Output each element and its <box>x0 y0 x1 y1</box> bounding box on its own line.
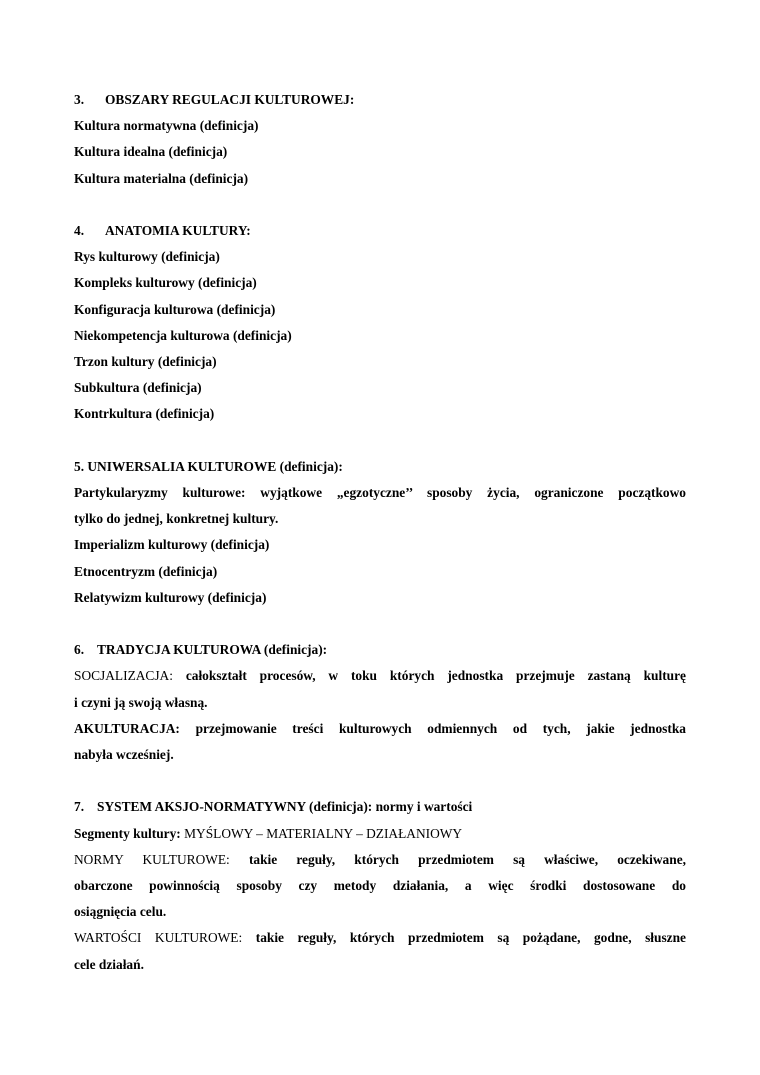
list-item: Relatywizm kulturowy (definicja) <box>74 589 267 605</box>
akulturacja-line-2: nabyła wcześniej. <box>74 747 174 763</box>
section-7-heading: 7. SYSTEM AKSJO-NORMATYWNY (definicja): normy i wartości <box>74 799 473 815</box>
document-body <box>74 87 686 978</box>
wartosci-line-1: WARTOŚCI KULTUROWE: takie reguły, których przedmiotem są pożądane, godne, słuszne <box>74 930 686 946</box>
list-item: Konfiguracja kulturowa (definicja) <box>74 301 276 317</box>
list-item: Etnocentryzm (definicja) <box>74 563 218 579</box>
partykularyzmy-line-1: Partykularyzmy kulturowe: wyjątkowe „egzotyczne’’ sposoby życia, ograniczone początkowo <box>74 485 686 501</box>
section-4-heading: 4. ANATOMIA KULTURY: <box>74 223 251 238</box>
list-item: Kultura materialna (definicja) <box>74 170 249 186</box>
list-item: Kontrkultura (definicja) <box>74 406 215 422</box>
partykularyzmy-line-2: tylko do jednej, konkretnej kultury. <box>74 511 279 527</box>
wartosci-line-2: cele działań. <box>74 956 144 972</box>
socjalizacja-line-1: SOCJALIZACJA: całokształt procesów, w toku których jednostka przejmuje zastaną kulturę <box>74 668 686 684</box>
list-item: Kompleks kulturowy (definicja) <box>74 275 257 291</box>
section-6-heading: 6. TRADYCJA KULTUROWA (definicja): <box>74 642 328 658</box>
list-item: Imperializm kulturowy (definicja) <box>74 537 270 553</box>
list-item: Subkultura (definicja) <box>74 380 202 396</box>
list-item: Kultura idealna (definicja) <box>74 144 228 160</box>
socjalizacja-line-2: i czyni ją swoją własną. <box>74 694 208 710</box>
normy-line-3: osiągnięcia celu. <box>74 904 167 920</box>
list-item: Kultura normatywna (definicja) <box>74 118 259 134</box>
section-5-heading: 5. UNIWERSALIA KULTUROWE (definicja): <box>74 458 343 474</box>
list-item: Rys kulturowy (definicja) <box>74 249 220 265</box>
list-item: Niekompetencja kulturowa (definicja) <box>74 327 292 343</box>
normy-line-1: NORMY KULTUROWE: takie reguły, których przedmiotem są właściwe, oczekiwane, <box>74 851 686 867</box>
section-3-heading: 3. OBSZARY REGULACJI KULTUROWEJ: <box>74 92 355 107</box>
akulturacja-line-1: AKULTURACJA: przejmowanie treści kulturowych odmiennych od tych, jakie jednostka <box>74 720 686 736</box>
segmenty-line: Segmenty kultury: MYŚLOWY – MATERIALNY – DZIAŁANIOWY <box>74 825 463 841</box>
list-item: Trzon kultury (definicja) <box>74 354 217 370</box>
normy-line-2: obarczone powinnością sposoby czy metody działania, a więc środki dostosowane do <box>74 878 686 894</box>
